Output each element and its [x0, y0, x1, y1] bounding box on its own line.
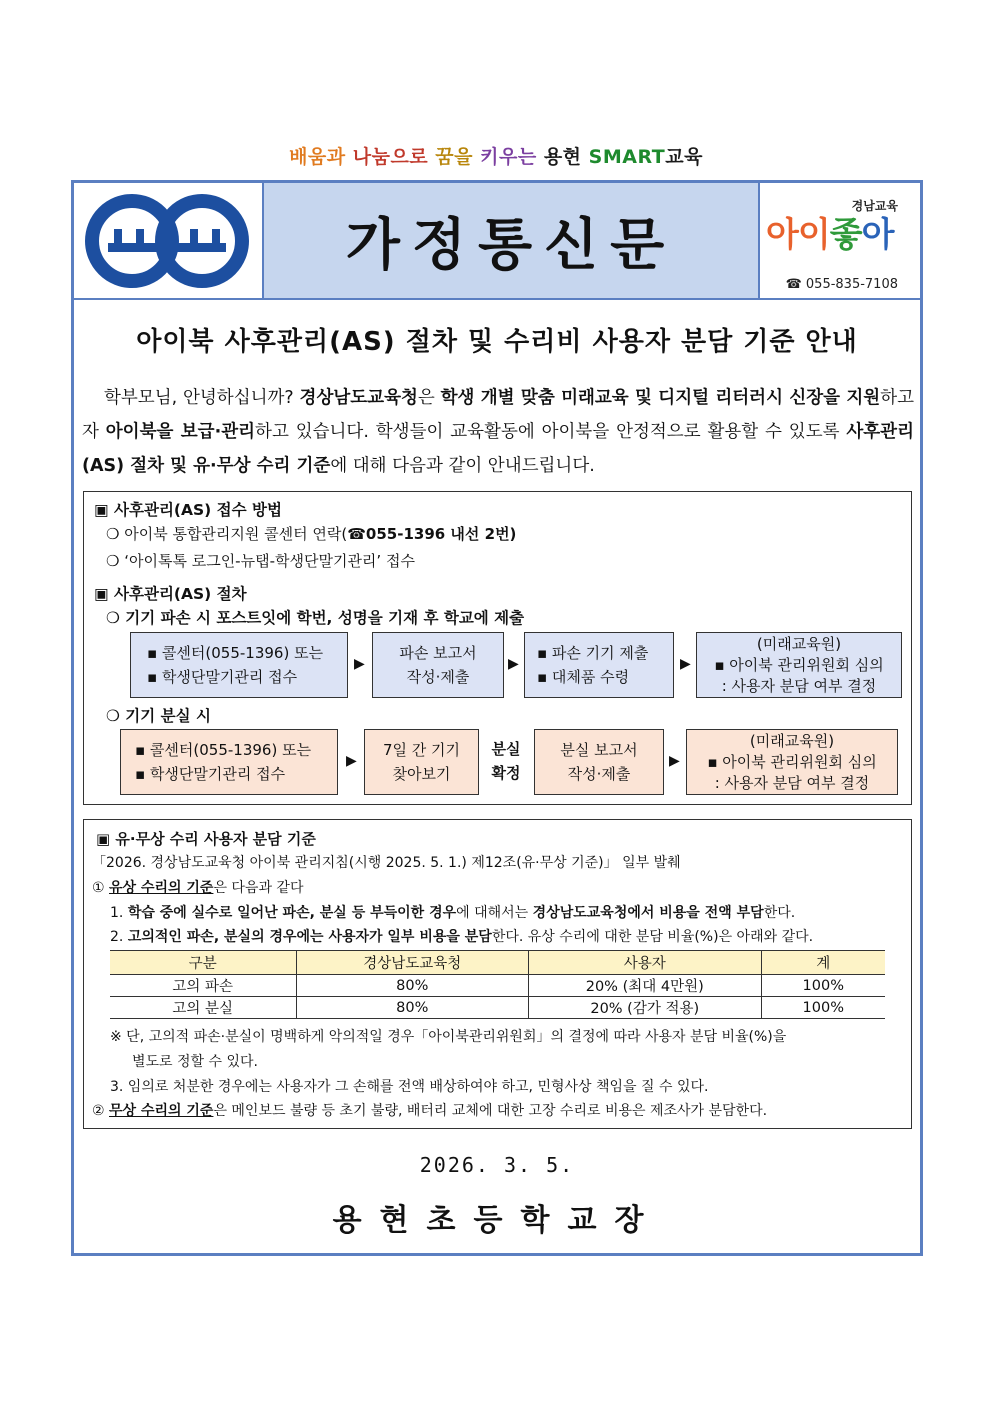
motto-word: 나눔으로 [352, 146, 429, 168]
damage-step-1 [130, 632, 348, 698]
free-repair-title: 무상 수리의 기준 [109, 1103, 214, 1119]
list-number: ① [92, 880, 105, 896]
intro-text: 하고자 [82, 388, 915, 442]
flow-text: : 사용자 분담 여부 결정 [721, 676, 877, 695]
arrow-icon: ▶ [354, 656, 365, 672]
table-header-row [110, 951, 885, 975]
motto-word: 교육 [665, 146, 703, 168]
loss-step-4 [686, 729, 898, 795]
table-cell: 80% [296, 997, 529, 1019]
arrow-icon: ▶ [346, 753, 357, 769]
table-row [110, 975, 885, 997]
brand-logo-part: 좋 [829, 215, 862, 255]
school-logo-icon [74, 183, 262, 298]
damage-heading: ❍ 기기 파손 시 포스트잇에 학번, 성명을 기재 후 학교에 제출 [106, 609, 525, 627]
damage-step-4 [696, 632, 902, 698]
newsletter-frame [71, 180, 923, 1256]
header [74, 183, 920, 300]
principal-signature: 용현초등학교장 [332, 1203, 662, 1238]
flow-text: ▪ 학생단말기관리 접수 [135, 765, 286, 783]
table-cell: 고의 분실 [110, 997, 296, 1019]
flow-text: ▪ 콜센터(055-1396) 또는 [147, 644, 324, 662]
arrow-icon: ▶ [508, 656, 519, 672]
cost-heading: ▣ 유·무상 수리 사용자 분담 기준 [96, 830, 316, 848]
loss-step-3 [534, 729, 664, 795]
intro-bold: 아이북을 보급·관리 [105, 422, 256, 442]
reception-item-bold: ☎055-1396 내선 2번) [347, 525, 517, 543]
reception-item-text: ❍ 아이북 통합관리지원 콜센터 연락( [106, 525, 348, 543]
motto-word: 용현 [543, 146, 582, 168]
newsletter-title: 가정통신문 [345, 212, 677, 278]
table-cell: 고의 파손 [110, 975, 296, 997]
brand-logo-part: 아 [861, 215, 894, 255]
loss-step-1 [120, 729, 338, 795]
note-line-2: 별도로 정할 수 있다. [132, 1054, 258, 1070]
motto-word: 꿈을 [435, 146, 474, 168]
issue-date: 2026. 3. 5. [419, 1153, 575, 1177]
damage-step-2 [372, 632, 504, 698]
flow-text: 7일 간 기기 [382, 741, 461, 759]
table-cell: 20% (최대 4만원) [529, 975, 762, 997]
paid-repair-title-rest: 은 다음과 같다 [213, 880, 304, 896]
paid-repair-title-text: 유상 수리의 기준 [109, 880, 214, 896]
intro-paragraph [82, 381, 914, 483]
intro-text: 학부모님, 안녕하십니까? [104, 388, 300, 408]
document-title: 아이북 사후관리(AS) 절차 및 수리비 사용자 분담 기준 안내 [136, 327, 858, 357]
rule-text: 1. [110, 905, 128, 921]
flow-text: (미래교육원) [749, 731, 835, 750]
brand-logo [766, 207, 893, 256]
flow-text: ▪ 파손 기기 제출 [537, 644, 649, 662]
table-cell: 20% (감가 적용) [529, 997, 762, 1019]
brand-logo-part: 아이 [766, 215, 830, 255]
flow-text: ▪ 아이북 관리위원회 심의 [707, 752, 877, 771]
reception-item-2: ❍ ‘아이톡톡 로그인-뉴탭-학생단말기관리’ 접수 [106, 552, 415, 570]
procedure-heading: ▣ 사후관리(AS) 절차 [94, 585, 247, 603]
loss-step-2 [364, 729, 479, 795]
rule-3: 3. 임의로 처분한 경우에는 사용자가 그 손해를 전액 배상하여야 하고, 민형사상 책임을 질 수 있다. [110, 1079, 709, 1095]
flow-text: 분실 보고서 [560, 741, 638, 759]
free-repair-text: 은 메인보드 불량 등 초기 불량, 배터리 교체에 대한 고장 수리로 비용은 제조사가 분담한다. [213, 1103, 768, 1119]
table-header: 계 [761, 951, 885, 975]
free-repair-line [92, 1100, 767, 1120]
arrow-icon: ▶ [669, 753, 680, 769]
flow-text: (미래교육원) [756, 634, 842, 653]
arrow-icon: ▶ [680, 656, 691, 672]
rule-2 [110, 926, 813, 946]
cost-source: 「2026. 경상남도교육청 아이북 관리지침(시행 2025. 5. 1.) 제12조(유·무상 기준)」 일부 발췌 [92, 855, 681, 871]
motto-word: SMART [588, 146, 666, 168]
flow-text: 파손 보고서 [399, 644, 477, 662]
loss-heading: ❍ 기기 분실 시 [106, 707, 211, 725]
brand-cell [760, 183, 920, 298]
flow-text: ▪ 아이북 관리위원회 심의 [714, 655, 884, 674]
intro-text: 에 대해 다음과 같이 안내드립니다. [330, 456, 595, 476]
intro-bold: 경상남도교육청 [299, 388, 418, 408]
flow-text: ▪ 콜센터(055-1396) 또는 [135, 741, 312, 759]
intro-text: 은 [417, 388, 441, 408]
rule-text: 한다. [763, 905, 796, 921]
rule-text: 2. [110, 929, 128, 945]
table-header: 경상남도교육청 [296, 951, 529, 975]
note-line-1: ※ 단, 고의적 파손·분실이 명백하게 악의적일 경우「아이북관리위원회」의 결정에 따라 사용자 분담 비율(%)을 [110, 1029, 787, 1045]
rule-1 [110, 902, 795, 922]
intro-bold: 학생 개별 맞춤 미래교육 및 디지털 리터러시 신장을 지원 [440, 388, 881, 408]
as-section-box [83, 491, 912, 805]
loss-confirmed-label [486, 737, 526, 785]
motto-word: 배움과 [289, 146, 346, 168]
rule-bold: 학습 중에 실수로 일어난 파손, 분실 등 부득이한 경우 [127, 905, 457, 921]
table-row [110, 997, 885, 1019]
newsletter-title-cell [264, 183, 760, 298]
list-number: ② [92, 1103, 105, 1119]
flow-text: ▪ 학생단말기관리 접수 [147, 668, 298, 686]
cost-section-box [83, 819, 912, 1129]
damage-step-3 [524, 632, 674, 698]
table-header: 사용자 [529, 951, 762, 975]
table-cell: 80% [296, 975, 529, 997]
reception-heading: ▣ 사후관리(AS) 접수 방법 [94, 501, 282, 519]
brand-small-text: 경남교육 [851, 199, 898, 213]
rule-bold: 경상남도교육청에서 비용을 전액 부담 [532, 905, 764, 921]
school-logo-cell [74, 183, 264, 298]
table-header: 구분 [110, 951, 296, 975]
rule-text: 에 대해서는 [456, 905, 533, 921]
intro-bold: 사후관리(AS) 절차 및 유·무상 수리 기준 [82, 422, 914, 476]
table-cell: 100% [761, 975, 885, 997]
intro-text: 하고 있습니다. 학생들이 교육활동에 아이북을 안정적으로 활용할 수 있도록 [255, 422, 847, 442]
reception-item-1 [106, 523, 516, 544]
table-cell: 100% [761, 997, 885, 1019]
flow-text: 확정 [491, 764, 521, 782]
rule-bold: 고의적인 파손, 분실의 경우에는 사용자가 일부 비용을 분담 [127, 929, 492, 945]
rule-text: 한다. 유상 수리에 대한 분담 비율(%)은 아래와 같다. [491, 929, 814, 945]
school-motto [0, 142, 992, 169]
flow-text: 찾아보기 [392, 765, 451, 783]
flow-text: 작성·제출 [406, 668, 470, 686]
flow-text: 작성·제출 [567, 765, 631, 783]
school-phone: ☎ 055-835-7108 [785, 277, 898, 292]
cost-share-table [110, 950, 885, 1019]
motto-word: 키우는 [480, 146, 537, 168]
flow-text: 분실 [491, 740, 521, 758]
flow-text: ▪ 대체품 수령 [537, 668, 630, 686]
flow-text: : 사용자 분담 여부 결정 [714, 773, 870, 792]
paid-repair-title [92, 877, 303, 897]
